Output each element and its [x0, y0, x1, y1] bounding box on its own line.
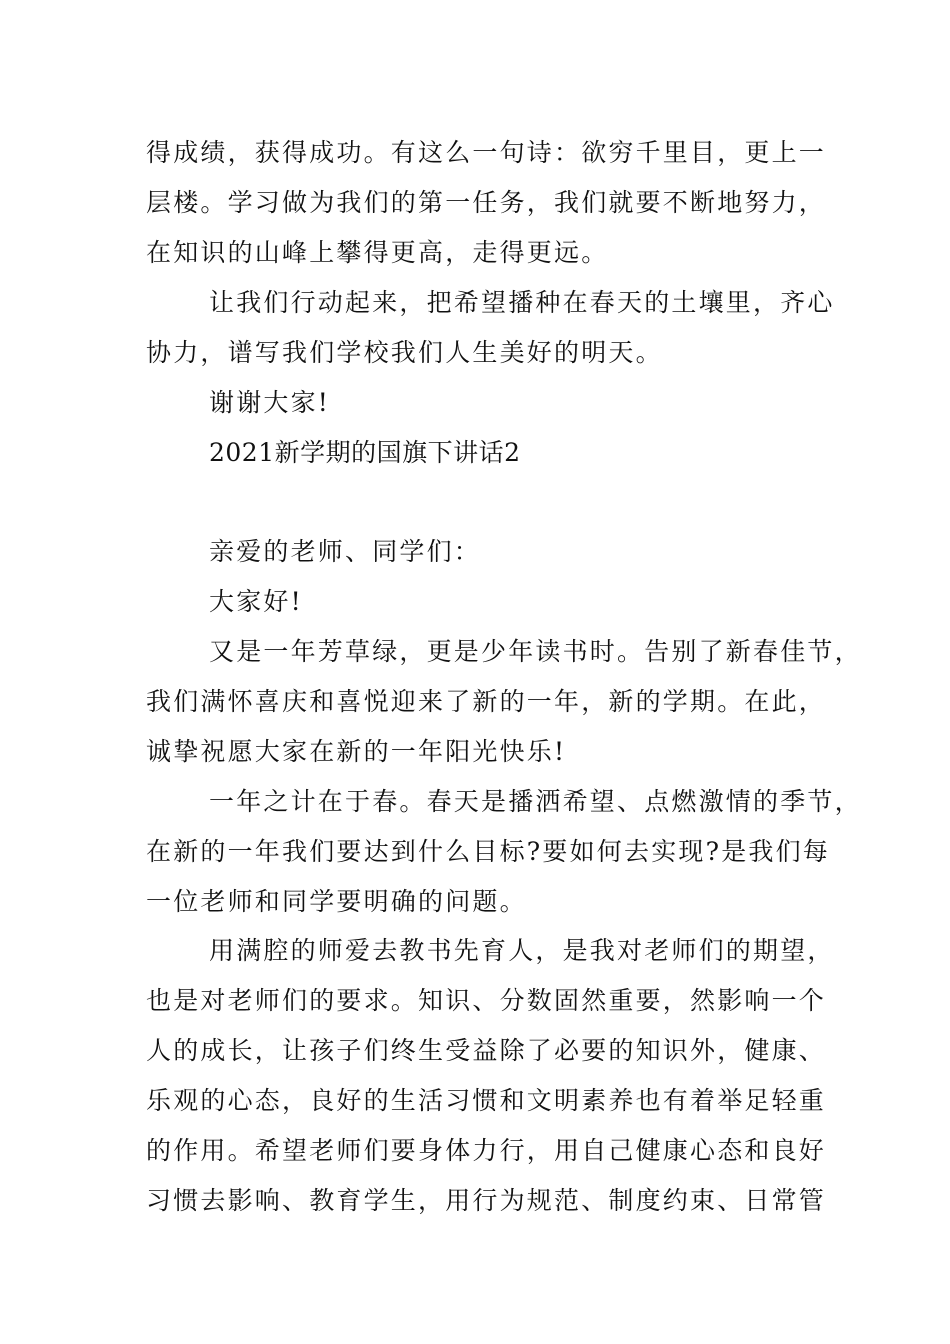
closing-line: 谢谢大家! — [209, 388, 331, 417]
paragraph-line: 得成绩，获得成功。有这么一句诗：欲穷千里目，更上一 — [146, 138, 827, 167]
paragraph-line: 一年之计在于春。春天是播洒希望、点燃激情的季节， — [209, 787, 862, 816]
paragraph-line: 诚挚祝愿大家在新的一年阳光快乐! — [146, 737, 567, 766]
paragraph-line: 用满腔的师爱去教书先育人，是我对老师们的期望， — [209, 936, 835, 965]
paragraph-line: 也是对老师们的要求。知识、分数固然重要，然影响一个 — [146, 986, 827, 1015]
paragraph-line: 乐观的心态，良好的生活习惯和文明素养也有着举足轻重 — [146, 1086, 827, 1115]
greeting-line: 大家好! — [209, 587, 303, 616]
paragraph-line: 协力，谱写我们学校我们人生美好的明天。 — [146, 338, 663, 367]
paragraph-line: 层楼。学习做为我们的第一任务，我们就要不断地努力， — [146, 188, 827, 217]
paragraph-line: 习惯去影响、教育学生，用行为规范、制度约束、日常管 — [146, 1186, 827, 1215]
paragraph-line: 在新的一年我们要达到什么目标?要如何去实现?是我们每 — [146, 837, 831, 866]
paragraph-line: 人的成长，让孩子们终生受益除了必要的知识外，健康、 — [146, 1036, 827, 1065]
paragraph-line: 的作用。希望老师们要身体力行，用自己健康心态和良好 — [146, 1136, 827, 1165]
section-title: 2021新学期的国旗下讲话2 — [209, 438, 521, 467]
paragraph-line: 让我们行动起来，把希望播种在春天的土壤里，齐心 — [209, 288, 835, 317]
paragraph-line: 我们满怀喜庆和喜悦迎来了新的一年，新的学期。在此， — [146, 687, 827, 716]
paragraph-line: 又是一年芳草绿，更是少年读书时。告别了新春佳节， — [209, 637, 862, 666]
paragraph-line: 一位老师和同学要明确的问题。 — [146, 887, 527, 916]
paragraph-line: 在知识的山峰上攀得更高，走得更远。 — [146, 238, 609, 267]
salutation-line: 亲爱的老师、同学们： — [209, 537, 482, 566]
